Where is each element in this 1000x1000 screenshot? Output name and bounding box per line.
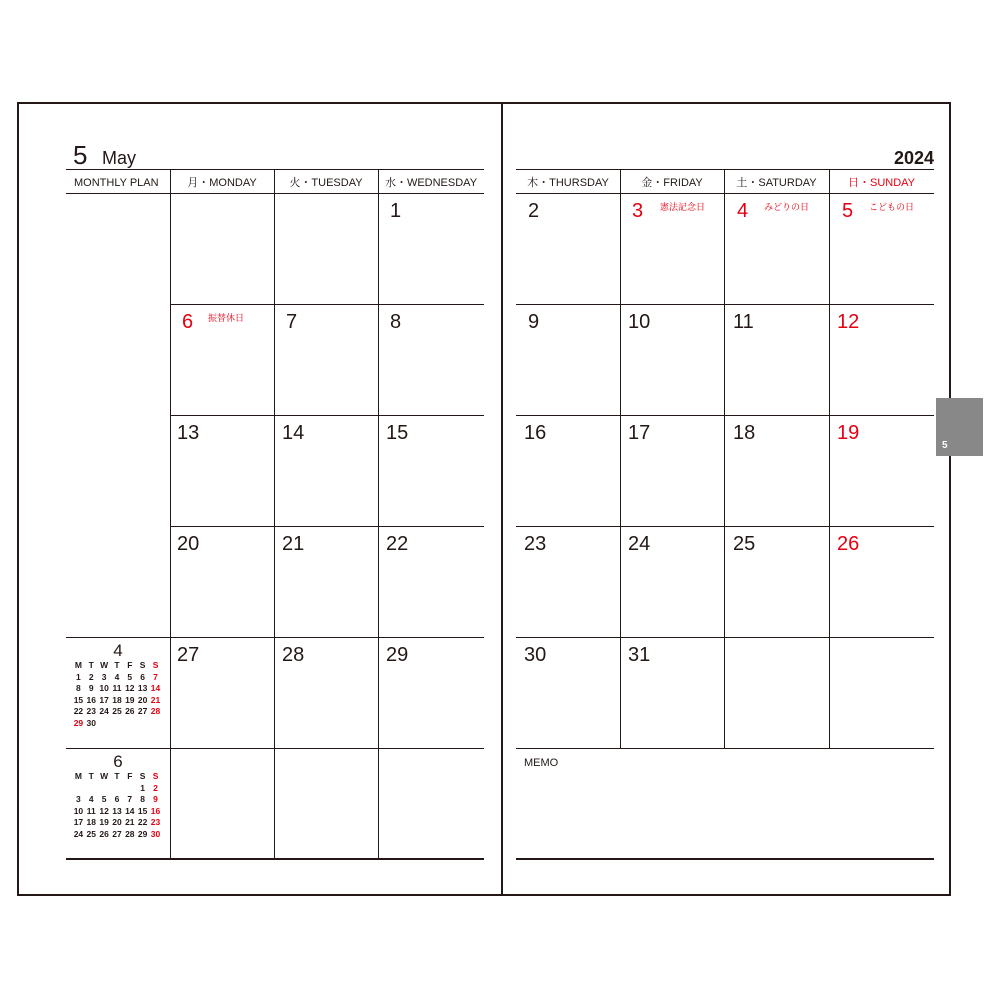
mini-day: 11	[112, 683, 122, 693]
mini-calendar-grid	[72, 660, 162, 729]
date-may-4[interactable]: 4	[737, 200, 749, 222]
mini-weekday: W	[100, 771, 109, 781]
mini-day: 7	[153, 671, 158, 682]
month-number: 5	[73, 140, 88, 170]
mini-day: 8	[76, 683, 81, 693]
week-line	[516, 637, 934, 638]
date-may-25[interactable]: 25	[733, 533, 756, 555]
mini-day: 13	[137, 683, 148, 693]
date-may-6[interactable]: 6	[182, 311, 194, 333]
mini-day: 27	[112, 828, 122, 839]
mini-weekday: M	[74, 771, 82, 781]
mini-day: 30	[86, 717, 96, 728]
date-may-1[interactable]: 1	[390, 200, 402, 222]
header-divider	[829, 170, 830, 193]
header-divider	[274, 170, 275, 193]
mini-weekday: S	[139, 660, 146, 670]
mini-day: 6	[140, 671, 145, 682]
date-may-16[interactable]: 16	[524, 422, 547, 444]
mini-day: 20	[112, 817, 122, 827]
mini-day: 10	[73, 805, 84, 816]
date-may-8[interactable]: 8	[390, 311, 402, 333]
mini-day: 15	[137, 805, 148, 816]
mini-day: 26	[125, 706, 135, 716]
date-may-20[interactable]: 20	[177, 533, 200, 555]
mini-day: 28	[150, 706, 161, 716]
mini-day: 9	[153, 794, 158, 804]
mini-day	[111, 718, 124, 730]
date-may-29[interactable]: 29	[386, 644, 409, 666]
holiday-may-6: 振替休日	[208, 313, 245, 323]
saturday-header: 土・SATURDAY	[736, 177, 817, 189]
month-tab-label: 5	[942, 440, 948, 451]
mini-day: 3	[101, 671, 107, 682]
mini-weekday: S	[152, 660, 159, 670]
date-may-27[interactable]: 27	[177, 644, 200, 666]
week-line	[170, 304, 484, 305]
date-may-3[interactable]: 3	[632, 200, 644, 222]
mini-calendar-april	[72, 642, 164, 729]
mini-day	[72, 783, 85, 795]
mini-day: 26	[99, 828, 109, 839]
mini-day: 16	[86, 694, 96, 705]
mini-day: 28	[125, 828, 135, 839]
memo-label: MEMO	[524, 757, 559, 769]
mini-day: 18	[86, 817, 96, 827]
bottom-line-left	[66, 858, 484, 860]
mini-weekday: T	[88, 771, 94, 781]
mini-day: 19	[125, 694, 135, 705]
mini-day: 20	[137, 694, 148, 705]
mini-weekday: M	[74, 660, 82, 670]
mini-day: 15	[73, 694, 84, 705]
date-may-14[interactable]: 14	[282, 422, 305, 444]
date-may-10[interactable]: 10	[628, 311, 651, 333]
date-may-28[interactable]: 28	[282, 644, 305, 666]
mini-calendar-june	[72, 753, 164, 840]
mini-day	[111, 783, 124, 795]
month-index-tab[interactable]	[936, 398, 983, 456]
date-may-30[interactable]: 30	[524, 644, 547, 666]
friday-header: 金・FRIDAY	[641, 177, 703, 189]
header-top-line-right	[516, 169, 934, 170]
mini-day: 24	[99, 706, 109, 716]
date-may-23[interactable]: 23	[524, 533, 547, 555]
mini-weekday: T	[114, 771, 120, 781]
mini-day: 18	[112, 694, 122, 705]
header-top-line-left	[66, 169, 484, 170]
week-line	[66, 748, 484, 749]
mini-calendar-grid	[72, 771, 162, 840]
mini-day: 21	[150, 694, 161, 705]
mini-day: 29	[137, 828, 148, 839]
mini-day	[123, 718, 136, 730]
mini-day: 2	[88, 671, 94, 682]
mini-day: 17	[99, 694, 109, 705]
monday-header: 月・MONDAY	[187, 177, 257, 189]
date-may-15[interactable]: 15	[386, 422, 409, 444]
mini-day: 3	[76, 794, 81, 804]
mini-day: 29	[73, 717, 84, 728]
mini-day: 14	[150, 683, 161, 693]
thursday-header: 木・THURSDAY	[527, 177, 609, 189]
sunday-header: 日・SUNDAY	[847, 177, 916, 189]
mini-day: 2	[153, 782, 158, 793]
mini-day: 8	[140, 794, 145, 804]
mini-day: 25	[86, 828, 96, 839]
mini-day: 23	[86, 706, 96, 716]
mini-day: 12	[99, 805, 109, 816]
mini-day	[136, 718, 149, 730]
header-divider	[620, 170, 621, 193]
wednesday-header: 水・WEDNESDAY	[384, 177, 478, 189]
mini-day: 17	[73, 817, 84, 827]
mini-day: 25	[112, 706, 122, 716]
date-may-31[interactable]: 31	[628, 644, 651, 666]
date-may-21[interactable]: 21	[282, 533, 305, 555]
year-label: 2024	[893, 148, 934, 168]
date-may-18[interactable]: 18	[733, 422, 756, 444]
header-bottom-line-right	[516, 193, 934, 194]
holiday-may-4: みどりの日	[764, 202, 810, 212]
right-page	[501, 102, 951, 896]
mini-day: 23	[150, 817, 161, 827]
month-name: May	[102, 148, 137, 168]
mini-weekday: S	[152, 771, 159, 781]
mini-weekday: F	[127, 660, 133, 670]
mini-weekday: T	[88, 660, 94, 670]
mini-day: 12	[125, 683, 135, 693]
mini-day: 9	[88, 683, 94, 693]
mini-day	[98, 783, 111, 795]
bottom-line-right	[516, 858, 934, 860]
grid-vline	[620, 193, 621, 748]
date-may-13[interactable]: 13	[177, 422, 200, 444]
date-may-2[interactable]: 2	[528, 200, 540, 222]
holiday-may-3: 憲法記念日	[660, 202, 706, 212]
mini-day: 1	[140, 782, 145, 793]
mini-calendar-month: 6	[113, 752, 123, 771]
mini-day: 6	[114, 794, 120, 804]
date-may-24[interactable]: 24	[628, 533, 651, 555]
mini-day: 30	[150, 828, 161, 839]
mini-day: 11	[86, 805, 96, 816]
mini-day	[85, 783, 98, 795]
date-may-26[interactable]: 26	[837, 533, 860, 555]
mini-day: 10	[99, 683, 109, 693]
header-divider	[378, 170, 379, 193]
week-line	[170, 415, 484, 416]
header-divider	[170, 170, 171, 193]
mini-day: 1	[76, 671, 81, 682]
mini-weekday: S	[139, 771, 146, 781]
grid-vline	[829, 193, 830, 748]
date-may-5[interactable]: 5	[842, 200, 854, 222]
mini-day	[98, 718, 111, 730]
week-line	[516, 526, 934, 527]
date-may-9[interactable]: 9	[528, 311, 540, 333]
mini-day: 5	[101, 794, 107, 804]
header-divider	[724, 170, 725, 193]
week-line	[516, 748, 934, 749]
grid-vline	[724, 193, 725, 748]
mini-day: 19	[99, 817, 109, 827]
date-may-17[interactable]: 17	[628, 422, 651, 444]
mini-day: 21	[125, 817, 135, 827]
mini-day: 7	[127, 794, 133, 804]
mini-day: 13	[112, 805, 122, 816]
date-may-7[interactable]: 7	[286, 311, 298, 333]
mini-day: 24	[73, 828, 84, 839]
week-line	[170, 526, 484, 527]
mini-calendar-month: 4	[113, 641, 123, 660]
monthly-plan-header: MONTHLY PLAN	[74, 177, 159, 189]
holiday-may-5: こどもの日	[869, 202, 915, 212]
mini-day: 4	[88, 794, 94, 804]
mini-day: 16	[150, 805, 161, 816]
mini-weekday: T	[114, 660, 120, 670]
mini-day	[149, 718, 162, 730]
date-may-19[interactable]: 19	[837, 422, 860, 444]
week-line	[516, 304, 934, 305]
mini-day: 22	[137, 817, 148, 827]
mini-day: 5	[127, 671, 133, 682]
mini-day: 22	[73, 706, 84, 716]
date-may-12[interactable]: 12	[837, 311, 860, 333]
date-may-11[interactable]: 11	[733, 311, 754, 333]
week-line	[516, 415, 934, 416]
mini-weekday: W	[100, 660, 109, 670]
mini-day: 27	[137, 706, 148, 716]
mini-day: 14	[125, 805, 135, 816]
date-may-22[interactable]: 22	[386, 533, 409, 555]
header-bottom-line-left	[66, 193, 484, 194]
tuesday-header: 火・TUESDAY	[289, 177, 363, 189]
week-line	[66, 637, 484, 638]
mini-day	[123, 783, 136, 795]
mini-weekday: F	[127, 771, 133, 781]
mini-day: 4	[114, 671, 120, 682]
